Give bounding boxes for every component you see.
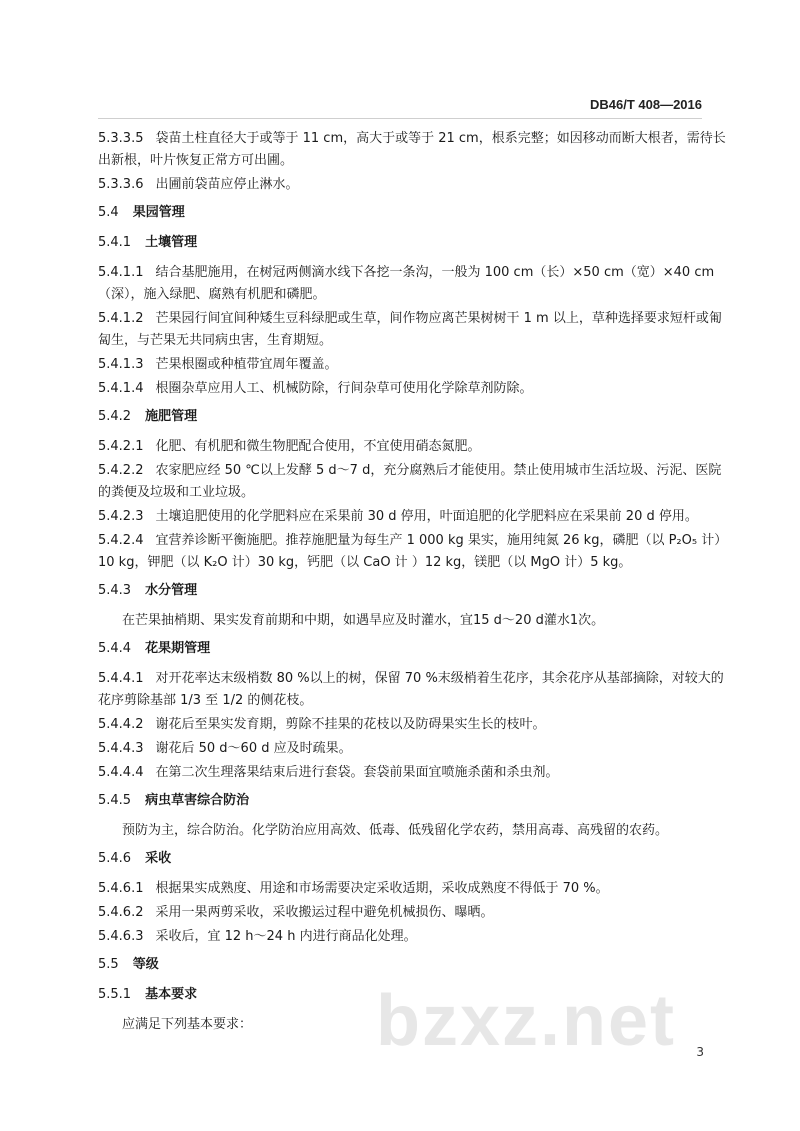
clause-text: 谢花后至果实发育期，剪除不挂果的花枝以及防碍果实生长的枝叶。 — [155, 717, 546, 732]
section-title: 施肥管理 — [145, 409, 198, 424]
clause-number: 5.4.4.4 — [98, 765, 144, 780]
clause-number: 5.4.6.3 — [98, 929, 144, 944]
section-number: 5.4.4 — [98, 641, 132, 656]
clause-paragraph — [98, 902, 726, 924]
clause-number: 5.4.2.3 — [98, 509, 144, 524]
clause-text: 袋苗土柱直径大于或等于 11 cm，高大于或等于 21 cm，根系完整；如因移动而断大根者，需待长出新根，叶片恢复正常方可出圃。 — [98, 131, 726, 168]
clause-number: 5.4.6.2 — [98, 905, 144, 920]
clause-text: 土壤追肥使用的化学肥料应在采果前 30 d 停用，叶面追肥的化学肥料应在采果前 20 d 停用。 — [155, 509, 698, 524]
clause-paragraph — [98, 262, 726, 306]
clause-number: 5.3.3.5 — [98, 131, 144, 146]
clause-text: 在第二次生理落果结束后进行套袋。套袋前果面宜喷施杀菌和杀虫剂。 — [155, 765, 559, 780]
clause-text: 采收后，宜 12 h～24 h 内进行商品化处理。 — [155, 929, 417, 944]
clause-text: 结合基肥施用，在树冠两侧滴水线下各挖一条沟，一般为 100 cm（长）×50 cm（宽）×40 cm（深），施入绿肥、腐熟有机肥和磷肥。 — [98, 265, 715, 302]
clause-number: 5.4.4.2 — [98, 717, 144, 732]
clause-text: 芒果园行间宜间种矮生豆科绿肥或生草，间作物应离芒果树树干 1 m 以上，草种选择要求短杆或匍匐生，与芒果无共同病虫害，生育期短。 — [98, 311, 722, 348]
document-id-header: DB46/T 408—2016 — [589, 97, 702, 112]
clause-paragraph — [98, 926, 726, 948]
section-heading — [98, 638, 726, 660]
clause-paragraph — [98, 436, 726, 458]
clause-paragraph — [98, 354, 726, 376]
clause-paragraph — [98, 506, 726, 528]
section-title: 花果期管理 — [145, 641, 211, 656]
section-title: 土壤管理 — [145, 235, 198, 250]
clause-text: 根圈杂草应用人工、机械防除，行间杂草可使用化学除草剂防除。 — [155, 381, 533, 396]
clause-text: 对开花率达末级梢数 80 %以上的树，保留 70 %末级梢着生花序，其余花序从基部摘除，对较大的花序剪除基部 1/3 至 1/2 的侧花枝。 — [98, 671, 724, 708]
clause-paragraph — [98, 668, 726, 712]
clause-paragraph — [98, 530, 726, 574]
section-heading — [98, 202, 726, 224]
section-title: 基本要求 — [145, 987, 198, 1002]
clause-number: 5.4.4.3 — [98, 741, 144, 756]
clause-paragraph — [98, 878, 726, 900]
section-heading — [98, 232, 726, 254]
clause-text: 农家肥应经 50 ℃以上发酵 5 d～7 d，充分腐熟后才能使用。禁止使用城市生活垃圾、污泥、医院的粪便及垃圾和工业垃圾。 — [98, 463, 722, 500]
clause-text: 采用一果两剪采收，采收搬运过程中避免机械损伤、曝晒。 — [155, 905, 494, 920]
section-title: 病虫草害综合防治 — [145, 793, 250, 808]
clause-text: 化肥、有机肥和微生物肥配合使用，不宜使用硝态氮肥。 — [155, 439, 481, 454]
section-number: 5.4.5 — [98, 793, 132, 808]
clause-text: 谢花后 50 d～60 d 应及时疏果。 — [155, 741, 352, 756]
section-title: 等级 — [132, 957, 159, 972]
clause-number: 5.4.1.1 — [98, 265, 144, 280]
section-number: 5.5 — [98, 957, 119, 972]
clause-number: 5.4.2.2 — [98, 463, 144, 478]
clause-paragraph — [98, 128, 726, 172]
clause-paragraph — [98, 174, 726, 196]
section-heading — [98, 848, 726, 870]
section-number: 5.5.1 — [98, 987, 132, 1002]
clause-number: 5.4.1.4 — [98, 381, 144, 396]
clause-text: 宜营养诊断平衡施肥。推荐施肥量为每生产 1 000 kg 果实，施用纯氮 26 kg，磷肥（以 P₂O₅ 计）10 kg，钾肥（以 K₂O 计）30 kg，钙肥（以 CaO 计 ）12 kg，镁肥（以 MgO 计）5 kg。 — [98, 533, 721, 570]
section-title: 果园管理 — [132, 205, 185, 220]
body-paragraph: 应满足下列基本要求： — [122, 1017, 253, 1032]
clause-number: 5.4.6.1 — [98, 881, 144, 896]
body-paragraph: 预防为主，综合防治。化学防治应用高效、低毒、低残留化学农药，禁用高毒、高残留的农药。 — [122, 823, 669, 838]
section-heading — [98, 580, 726, 602]
section-number: 5.4.2 — [98, 409, 132, 424]
clause-number: 5.4.1.3 — [98, 357, 144, 372]
section-title: 水分管理 — [145, 583, 198, 598]
clause-text: 芒果根圈或种植带宜周年覆盖。 — [155, 357, 338, 372]
page-number: 3 — [696, 1045, 704, 1059]
clause-paragraph — [98, 460, 726, 504]
clause-paragraph — [98, 378, 726, 400]
section-heading — [98, 954, 726, 976]
clause-paragraph — [98, 762, 726, 784]
section-heading — [98, 406, 726, 428]
section-number: 5.4.6 — [98, 851, 132, 866]
document-body — [98, 128, 726, 1038]
section-title: 采收 — [145, 851, 172, 866]
clause-text: 根据果实成熟度、用途和市场需要决定采收适期，采收成熟度不得低于 70 %。 — [155, 881, 609, 896]
clause-paragraph — [98, 308, 726, 352]
clause-number: 5.4.2.1 — [98, 439, 144, 454]
clause-number: 5.4.4.1 — [98, 671, 144, 686]
section-number: 5.4.3 — [98, 583, 132, 598]
clause-paragraph — [98, 738, 726, 760]
clause-number: 5.4.2.4 — [98, 533, 144, 548]
site-watermark: bzxz.net — [376, 981, 677, 1061]
section-number: 5.4 — [98, 205, 119, 220]
clause-number: 5.3.3.6 — [98, 177, 144, 192]
body-paragraph: 在芒果抽梢期、果实发育前期和中期，如遇旱应及时灌水，宜15 d～20 d灌水1次。 — [122, 613, 605, 628]
clause-paragraph — [98, 714, 726, 736]
clause-text: 出圃前袋苗应停止淋水。 — [155, 177, 299, 192]
section-heading — [98, 790, 726, 812]
section-number: 5.4.1 — [98, 235, 132, 250]
clause-number: 5.4.1.2 — [98, 311, 144, 326]
header-rule — [98, 118, 702, 119]
